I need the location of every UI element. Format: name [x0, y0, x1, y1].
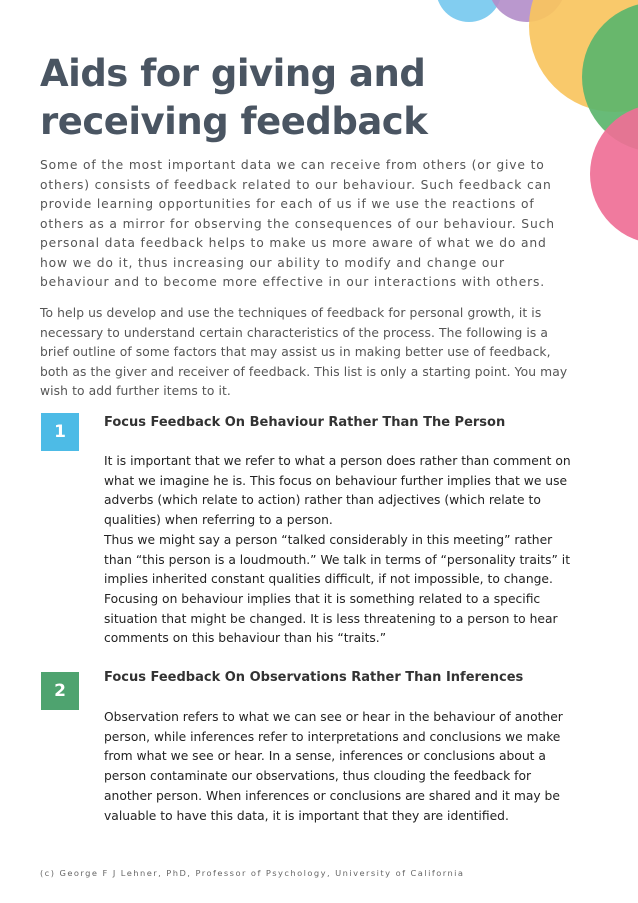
intro-paragraph-1: Some of the most important data we can receive from others (or give to others) consists of feedback related to our behaviour. Such feedback can provide learning opportunities for each of us if we use the reactions of others as a mirror for observing the consequences of our behaviour. Such personal data feedback helps to make us more aware of what we do and how we do it, thus increasing our ability to modify and change our behaviour and to become more effective in our interactions with others. — [40, 158, 555, 289]
section-number-badge-1: 1 — [41, 413, 79, 451]
section-heading-2: Focus Feedback On Observations Rather Than Inferences — [104, 670, 524, 685]
section-body-1 — [104, 452, 582, 649]
section-number-badge-2: 2 — [41, 672, 79, 710]
page-title: Aids for giving and receiving feedback — [40, 52, 428, 143]
section-1-paragraph-1: It is important that we refer to what a person does rather than comment on what we imagine he is. This focus on behaviour further implies that we use adverbs (which relate to action) rather than adjectives (which relate to qualities) when referring to a person. — [104, 454, 571, 528]
decorative-circle-pink — [590, 104, 638, 244]
footer-credit: (c) George F J Lehner, PhD, Professor of Psychology, University of California — [40, 868, 465, 878]
section-body-2 — [104, 708, 582, 826]
decorative-circle-blue — [436, 0, 502, 22]
section-1-paragraph-2: Thus we might say a person “talked considerably in this meeting” rather than “this person is a loudmouth.” We talk in terms of “personality traits” it implies inherited constant qualities difficult, if not impossible, to change. Focusing on behaviour implies that it is something related to a specific situation that might be changed. It is less threatening to a person to hear comments on this behaviour than his “traits.” — [104, 532, 571, 646]
section-2-paragraph-1: Observation refers to what we can see or hear in the behaviour of another person, while inferences refer to interpretations and conclusions we make from what we see or hear. In a sense, inferences or conclusions about a person contaminate our observations, thus clouding the feedback for another person. When inferences or conclusions are shared and it may be valuable to have this data, it is important that they are identified. — [104, 710, 563, 823]
section-heading-1: Focus Feedback On Behaviour Rather Than The Person — [104, 415, 506, 430]
intro-paragraph-2: To help us develop and use the techniques of feedback for personal growth, it is necessary to understand certain characteristics of the process. The following is a brief outline of some factors that may assist us in making better use of feedback, both as the giver and receiver of feedback. This list is only a starting point. You may wish to add further items to it. — [40, 306, 568, 398]
